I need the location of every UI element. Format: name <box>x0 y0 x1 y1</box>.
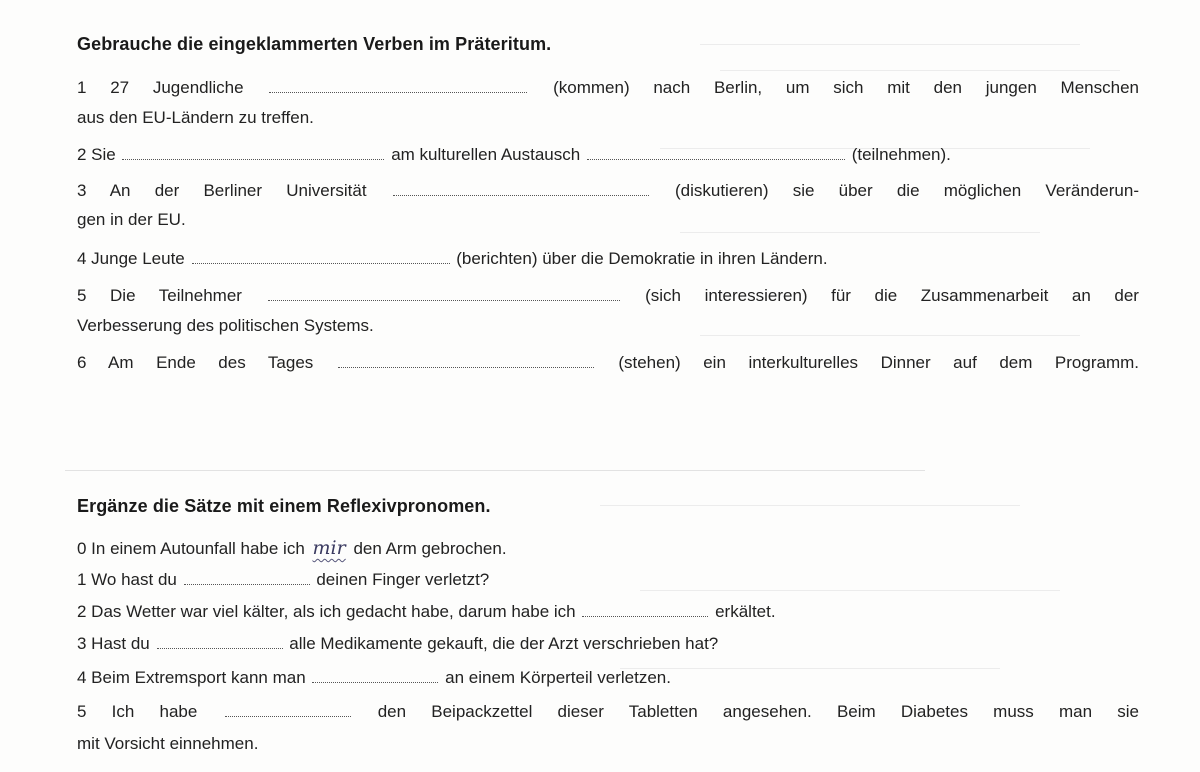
section-divider <box>65 470 925 471</box>
exercise-item: 3 An der Berliner Universität (diskutieren) sie über die möglichen Veränderun- <box>77 181 1139 200</box>
answer-blank[interactable] <box>192 251 450 264</box>
answer-blank[interactable] <box>312 670 438 683</box>
answer-blank[interactable] <box>225 704 351 717</box>
answer-blank[interactable] <box>268 288 620 301</box>
answer-blank[interactable] <box>157 636 283 649</box>
show-through-line <box>640 590 1060 591</box>
exercise-item: 3 Hast du alle Medikamente gekauft, die der Arzt verschrieben hat? <box>77 634 719 653</box>
exercise-item: 5 Die Teilnehmer (sich interessieren) für die Zusammenarbeit an der <box>77 286 1139 305</box>
exercise-item: 4 Junge Leute (berichten) über die Demokratie in ihren Ländern. <box>77 249 828 268</box>
show-through-line <box>620 668 1000 669</box>
exercise-1 <box>77 34 1139 55</box>
answer-blank[interactable] <box>122 147 384 160</box>
answer-blank[interactable] <box>184 572 310 585</box>
exercise-item-continuation: mit Vorsicht einnehmen. <box>77 734 259 753</box>
exercise-item: 1 Wo hast du deinen Finger verletzt? <box>77 570 490 589</box>
answer-blank[interactable] <box>393 183 649 196</box>
show-through-line <box>680 232 1040 233</box>
answer-blank[interactable] <box>338 355 594 368</box>
answer-blank[interactable] <box>269 80 527 93</box>
handwritten-answer: mir <box>312 537 346 559</box>
exercise-item: 5 Ich habe den Beipackzettel dieser Tabletten angesehen. Beim Diabetes muss man sie <box>77 702 1139 721</box>
exercise-item-continuation: gen in der EU. <box>77 210 186 229</box>
show-through-line <box>720 70 1120 71</box>
exercise-item: 6 Am Ende des Tages (stehen) ein interkulturelles Dinner auf dem Programm. <box>77 353 1139 372</box>
answer-blank[interactable] <box>587 147 845 160</box>
exercise-item: 1 27 Jugendliche (kommen) nach Berlin, um sich mit den jungen Menschen <box>77 78 1139 97</box>
exercise-2-heading: Ergänze die Sätze mit einem Reflexivpronomen. <box>77 496 491 516</box>
show-through-line <box>700 335 1080 336</box>
exercise-item: 4 Beim Extremsport kann man an einem Körperteil verletzen. <box>77 668 671 687</box>
answer-blank[interactable] <box>582 604 708 617</box>
exercise-2 <box>77 496 1139 517</box>
exercise-item: 2 Sie am kulturellen Austausch (teilnehmen). <box>77 145 951 164</box>
example-item: 0 In einem Autounfall habe ich mir den Arm gebrochen. <box>77 537 507 559</box>
exercise-item-continuation: Verbesserung des politischen Systems. <box>77 316 374 335</box>
exercise-item: 2 Das Wetter war viel kälter, als ich gedacht habe, darum habe ich erkältet. <box>77 602 776 621</box>
exercise-1-heading: Gebrauche die eingeklammerten Verben im Präteritum. <box>77 34 552 54</box>
exercise-item-continuation: aus den EU-Ländern zu treffen. <box>77 108 314 127</box>
